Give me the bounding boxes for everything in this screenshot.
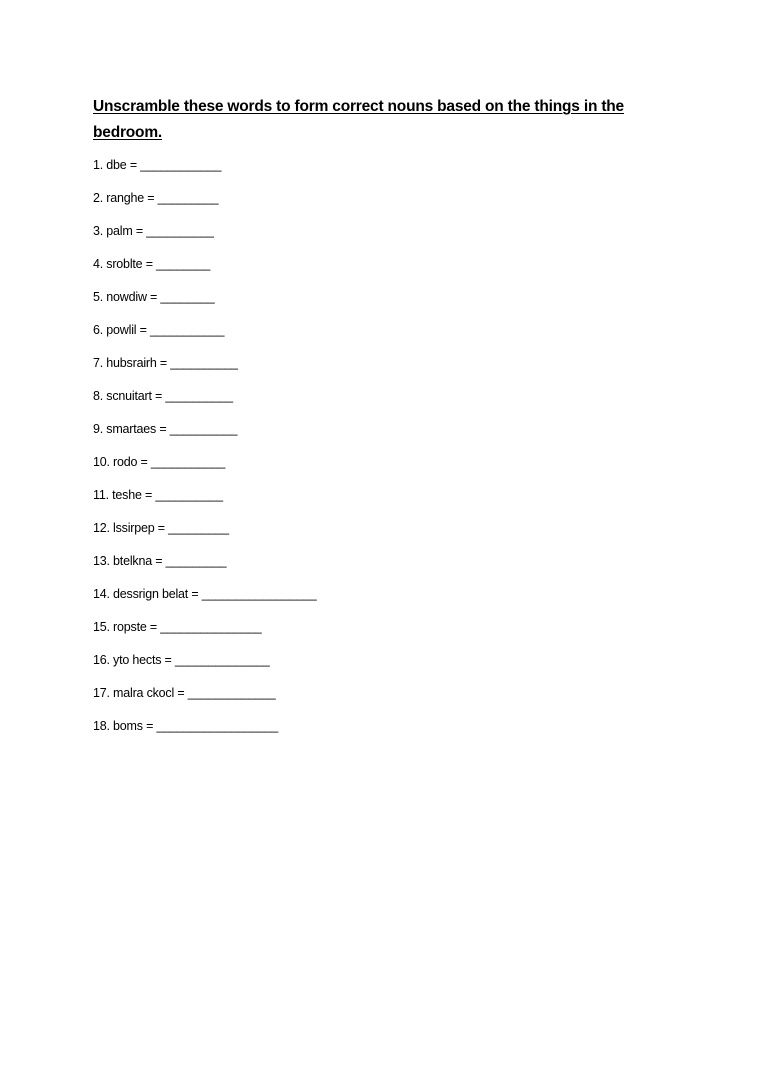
question-item: 14. dessrign belat = _________________ xyxy=(93,587,317,601)
question-item: 9. smartaes = __________ xyxy=(93,422,238,436)
question-item: 3. palm = __________ xyxy=(93,224,214,238)
question-item: 18. boms = __________________ xyxy=(93,719,278,733)
question-item: 1. dbe = ____________ xyxy=(93,158,222,172)
question-item: 10. rodo = ___________ xyxy=(93,455,226,469)
question-item: 13. btelkna = _________ xyxy=(93,554,227,568)
question-item: 15. ropste = _______________ xyxy=(93,620,262,634)
question-item: 11. teshe = __________ xyxy=(93,488,223,502)
question-list xyxy=(93,155,317,749)
question-item: 8. scnuitart = __________ xyxy=(93,389,233,403)
question-item: 7. hubsrairh = __________ xyxy=(93,356,238,370)
question-item: 17. malra ckocl = _____________ xyxy=(93,686,276,700)
worksheet-title: Unscramble these words to form correct nouns based on the things in the bedroom. xyxy=(93,98,624,141)
question-item: 12. lssirpep = _________ xyxy=(93,521,229,535)
question-item: 2. ranghe = _________ xyxy=(93,191,219,205)
question-item: 16. yto hects = ______________ xyxy=(93,653,270,667)
question-item: 5. nowdiw = ________ xyxy=(93,290,215,304)
question-item: 6. powlil = ___________ xyxy=(93,323,225,337)
question-item: 4. sroblte = ________ xyxy=(93,257,211,271)
